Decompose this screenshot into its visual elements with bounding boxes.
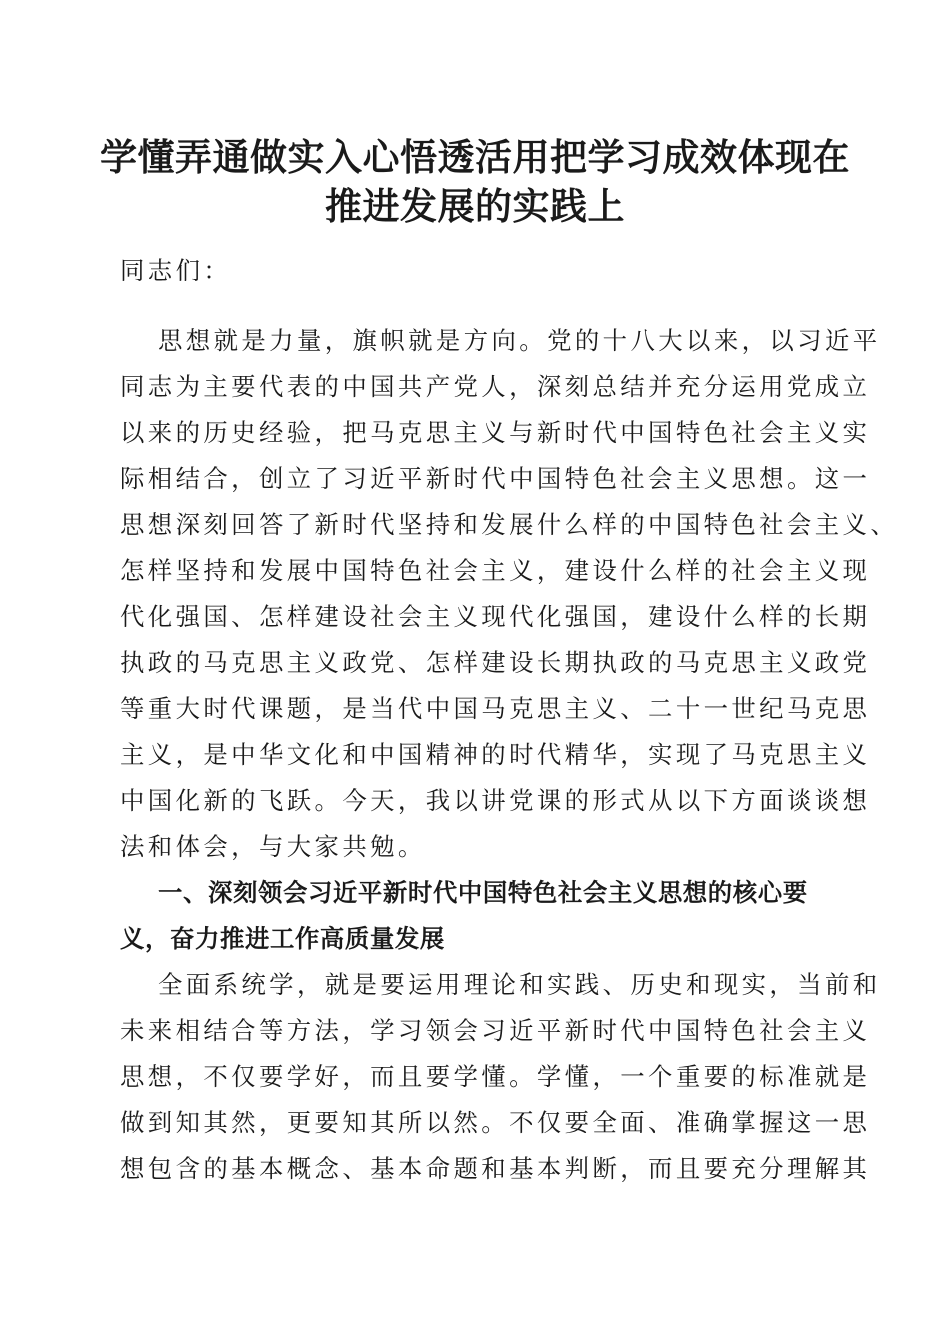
paragraph-1-line: 中国化新的飞跃。今天，我以讲党课的形式从以下方面谈谈想 (120, 786, 871, 815)
salutation: 同志们： (120, 256, 232, 285)
section-heading-1-line: 义，奋力推进工作高质量发展 (120, 924, 445, 953)
paragraph-2-line: 思想，不仅要学好，而且要学懂。学懂，一个重要的标准就是 (120, 1062, 871, 1091)
paragraph-1-line: 思想就是力量，旗帜就是方向。党的十八大以来，以习近平 (158, 326, 881, 355)
paragraph-2-line: 未来相结合等方法，学习领会习近平新时代中国特色社会主义 (120, 1016, 871, 1045)
paragraph-2-line: 全面系统学，就是要运用理论和实践、历史和现实，当前和 (158, 970, 881, 999)
section-heading-1-line: 一、深刻领会习近平新时代中国特色社会主义思想的核心要 (158, 878, 808, 907)
paragraph-1-line: 法和体会，与大家共勉。 (120, 832, 426, 861)
document-title-line-2: 推进发展的实践上 (325, 184, 625, 228)
paragraph-1-line: 思想深刻回答了新时代坚持和发展什么样的中国特色社会主义、 (120, 510, 899, 539)
paragraph-1-line: 怎样坚持和发展中国特色社会主义，建设什么样的社会主义现 (120, 556, 871, 585)
paragraph-2-line: 想包含的基本概念、基本命题和基本判断，而且要充分理解其 (120, 1154, 871, 1183)
paragraph-1-line: 同志为主要代表的中国共产党人，深刻总结并充分运用党成立 (120, 372, 871, 401)
paragraph-1-line: 以来的历史经验，把马克思主义与新时代中国特色社会主义实 (120, 418, 871, 447)
paragraph-1-line: 代化强国、怎样建设社会主义现代化强国，建设什么样的长期 (120, 602, 871, 631)
paragraph-1-line: 际相结合，创立了习近平新时代中国特色社会主义思想。这一 (120, 464, 871, 493)
document-title-line-1: 学懂弄通做实入心悟透活用把学习成效体现在 (100, 135, 850, 179)
paragraph-1-line: 等重大时代课题，是当代中国马克思主义、二十一世纪马克思 (120, 694, 871, 723)
paragraph-2-line: 做到知其然，更要知其所以然。不仅要全面、准确掌握这一思 (120, 1108, 871, 1137)
paragraph-1-line: 执政的马克思主义政党、怎样建设长期执政的马克思主义政党 (120, 648, 871, 677)
paragraph-1-line: 主义，是中华文化和中国精神的时代精华，实现了马克思主义 (120, 740, 871, 769)
